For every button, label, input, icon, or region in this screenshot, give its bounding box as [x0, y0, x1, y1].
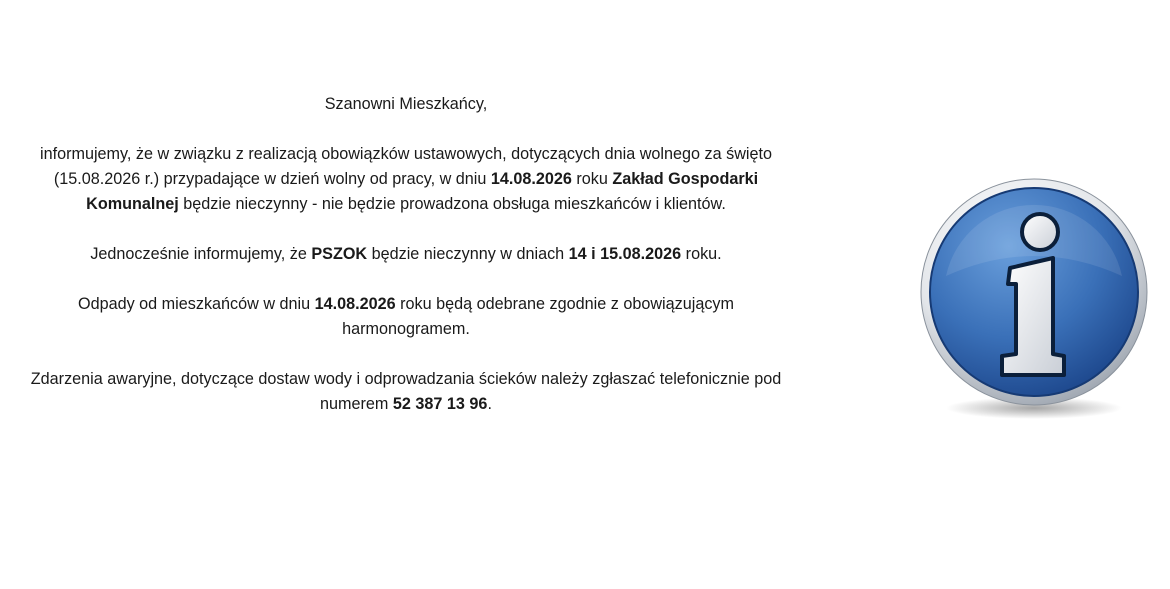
date-highlight: 14.08.2026 [314, 295, 396, 313]
notice-paragraph-emergency [12, 367, 800, 417]
text-segment: roku. [681, 245, 722, 263]
notice-body [12, 92, 800, 442]
notice-paragraph-closure [12, 142, 800, 217]
company-name: Zakład Gospodarki Komunalnej [86, 170, 759, 213]
info-icon-graphic [916, 176, 1152, 426]
text-segment: będzie nieczynny - nie będzie prowadzona obsługa mieszkańców i klientów. [178, 195, 726, 213]
notice-paragraph-waste [12, 292, 800, 342]
text-segment: roku będą odebrane zgodnie z obowiązującym harmonogramem. [342, 295, 735, 338]
pszok-highlight: PSZOK [311, 245, 368, 263]
text-segment: roku [571, 170, 613, 188]
text-segment: Jednocześnie informujemy, że [90, 245, 312, 263]
dates-highlight: 14 i 15.08.2026 [568, 245, 682, 263]
text-segment: informujemy, że w związku z realizacją obowiązków ustawowych, dotyczących dnia wolnego za święto (15.08.2026 r.) przypadające w dzień wolny od pracy, w dniu [39, 145, 773, 188]
info-icon [916, 176, 1152, 426]
notice-greeting: Szanowni Mieszkańcy, [324, 95, 488, 113]
notice-paragraph-pszok [12, 242, 800, 267]
phone-number: 52 387 13 96 [392, 395, 488, 413]
text-segment: . [487, 395, 492, 413]
date-highlight: 14.08.2026 [490, 170, 572, 188]
text-segment: Zdarzenia awaryjne, dotyczące dostaw wody i odprowadzania ścieków należy zgłaszać telefonicznie pod numerem [30, 370, 782, 413]
text-segment: będzie nieczynny w dniach [367, 245, 569, 263]
text-segment: Odpady od mieszkańców w dniu [77, 295, 315, 313]
